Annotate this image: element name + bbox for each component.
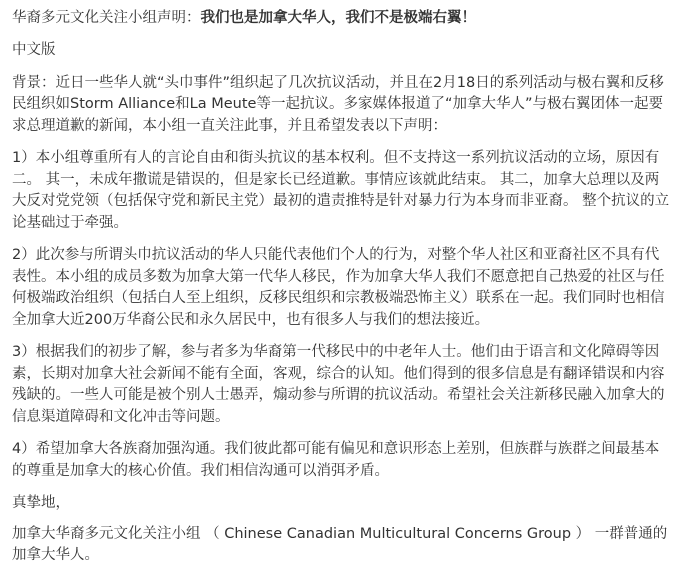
version-label: 中文版 (12, 42, 56, 58)
point-2-paragraph: 2）此次参与所谓头巾抗议活动的华人只能代表他们个人的行为，对整个华人社区和亚裔社区不具有代表性。本小组的成员多数为加拿大第一代华人移民，作为加拿大华人我们不愿意把自己热爱的社区与任何极端政治组织（包括白人至上组织，反移民组织和宗教极端恐怖主义）联系在一起。我们同时也相信全加拿大近200万华裔公民和永久居民中，也有很多人与我们的想法接近。 (12, 247, 665, 328)
background-paragraph: 背景：近日一些华人就“头巾事件”组织起了几次抗议活动，并且在2月18日的系列活动与极右翼和反移民组织如Storm Alliance和La Meute等一起抗议。多家媒体报道了“加拿大华人”与极右翼团体一起要求总理道歉的新闻，本小组一直关注此事，并且希望发表以下声明： (12, 74, 664, 134)
point-4-paragraph: 4）希望加拿大各族裔加强沟通。我们彼此都可能有偏见和意识形态上差别，但族群与族群之间最基本的尊重是加拿大的核心价值。我们相信沟通可以消弭矛盾。 (12, 441, 660, 479)
title-prefix: 华裔多元文化关注小组声明： (12, 10, 201, 26)
title-emphasis: 我们也是加拿大华人，我们不是极端右翼！ (200, 10, 476, 26)
closing-salutation: 真挚地， (12, 495, 70, 511)
point-1-paragraph: 1）本小组尊重所有人的言论自由和街头抗议的基本权利。但不支持这一系列抗议活动的立场，原因有二。 其一，未成年撒谎是错误的，但是家长已经道歉。事情应该就此结束。 其二，加拿大总理以及两大反对党党领（包括保守党和新民主党）最初的遣责推特是针对暴力行为本身而非亚裔。 整个抗议的立论基础过于牵强。 (12, 150, 670, 231)
signature: 加拿大华裔多元文化关注小组 （ Chinese Canadian Multicultural Concerns Group ） 一群普通的加拿大华人。 (12, 525, 668, 563)
statement-title (12, 8, 670, 28)
point-3-paragraph: 3）根据我们的初步了解，参与者多为华裔第一代移民中的中老年人士。他们由于语言和文化障碍等因素，长期对加拿大社会新闻不能有全面，客观，综合的认知。他们得到的很多信息是有翻译错误和内容残缺的。一些人可能是被个别人士愚弄，煽动参与所谓的抗议活动。希望社会关注新移民融入加拿大的信息渠道障碍和文化冲击等问题。 (12, 344, 665, 425)
